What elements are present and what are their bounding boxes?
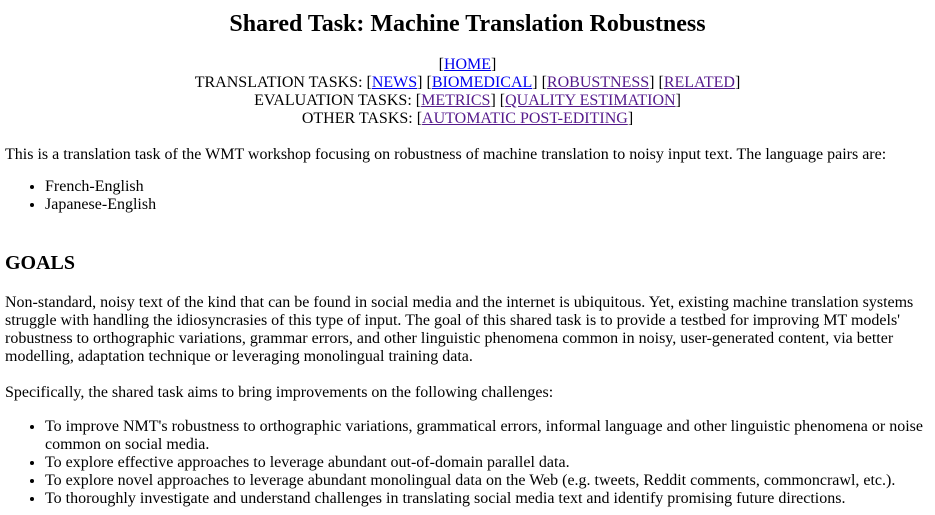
list-item: • To explore effective approaches to leverage abundant out-of-domain parallel data. [45, 454, 930, 472]
challenges-list [5, 418, 930, 508]
nav-row-home: [HOME] [438, 56, 497, 73]
list-item: • French-English [45, 178, 930, 196]
nav-row-evaluation: EVALUATION TASKS: [METRICS] [QUALITY ESTIMATION] [254, 92, 681, 109]
language-pairs-list [5, 178, 930, 214]
nav-row-translation: TRANSLATION TASKS: [NEWS] [BIOMEDICAL] [ROBUSTNESS] [RELATED] [194, 74, 741, 91]
nav-row-other: OTHER TASKS: [AUTOMATIC POST-EDITING] [301, 110, 634, 127]
nav-label-translation: TRANSLATION TASKS: [194, 74, 363, 91]
list-item: • To explore novel approaches to leverage abundant monolingual data on the Web (e.g. tweets, Reddit comments, commoncrawl, etc.). [45, 472, 930, 490]
challenges-intro: Specifically, the shared task aims to bring improvements on the following challenges: [5, 384, 554, 401]
nav-link-metrics[interactable]: METRICS [421, 92, 491, 109]
nav-link-related[interactable]: RELATED [663, 74, 735, 91]
list-item: • To improve NMT's robustness to orthographic variations, grammatical errors, informal language and other linguistic phenomena or noise common on social media. [45, 418, 930, 454]
goals-paragraph: Non-standard, noisy text of the kind that can be found in social media and the internet is ubiquitous. Yet, existing machine translation systems struggle with handling the idiosyncrasies of this type of input. The goal of this shared task is to provide a testbed for improving MT models' robustness to orthographic variations, grammar errors, and other linguistic phenomena common in noisy, user-generated content, via better modelling, adaptation technique or leveraging monolingual training data. [5, 294, 914, 365]
nav-link-automatic-post-editing[interactable]: AUTOMATIC POST-EDITING [422, 110, 628, 127]
nav-link-quality-estimation[interactable]: QUALITY ESTIMATION [505, 92, 676, 109]
nav-link-robustness[interactable]: ROBUSTNESS [546, 74, 650, 91]
task-navigation [5, 56, 930, 128]
nav-label-other: OTHER TASKS: [301, 110, 413, 127]
nav-link-home[interactable]: HOME [443, 56, 492, 73]
nav-link-biomedical[interactable]: BIOMEDICAL [431, 74, 533, 91]
page-title: Shared Task: Machine Translation Robustness [229, 11, 706, 37]
list-item: • Japanese-English [45, 196, 930, 214]
intro-paragraph: This is a translation task of the WMT workshop focusing on robustness of machine translation to noisy input text. The language pairs are: [5, 146, 887, 163]
goals-heading: GOALS [5, 252, 76, 274]
nav-label-evaluation: EVALUATION TASKS: [254, 92, 412, 109]
list-item: • To thoroughly investigate and understand challenges in translating social media text and identify promising future directions. [45, 490, 930, 508]
nav-link-news[interactable]: NEWS [371, 74, 418, 91]
